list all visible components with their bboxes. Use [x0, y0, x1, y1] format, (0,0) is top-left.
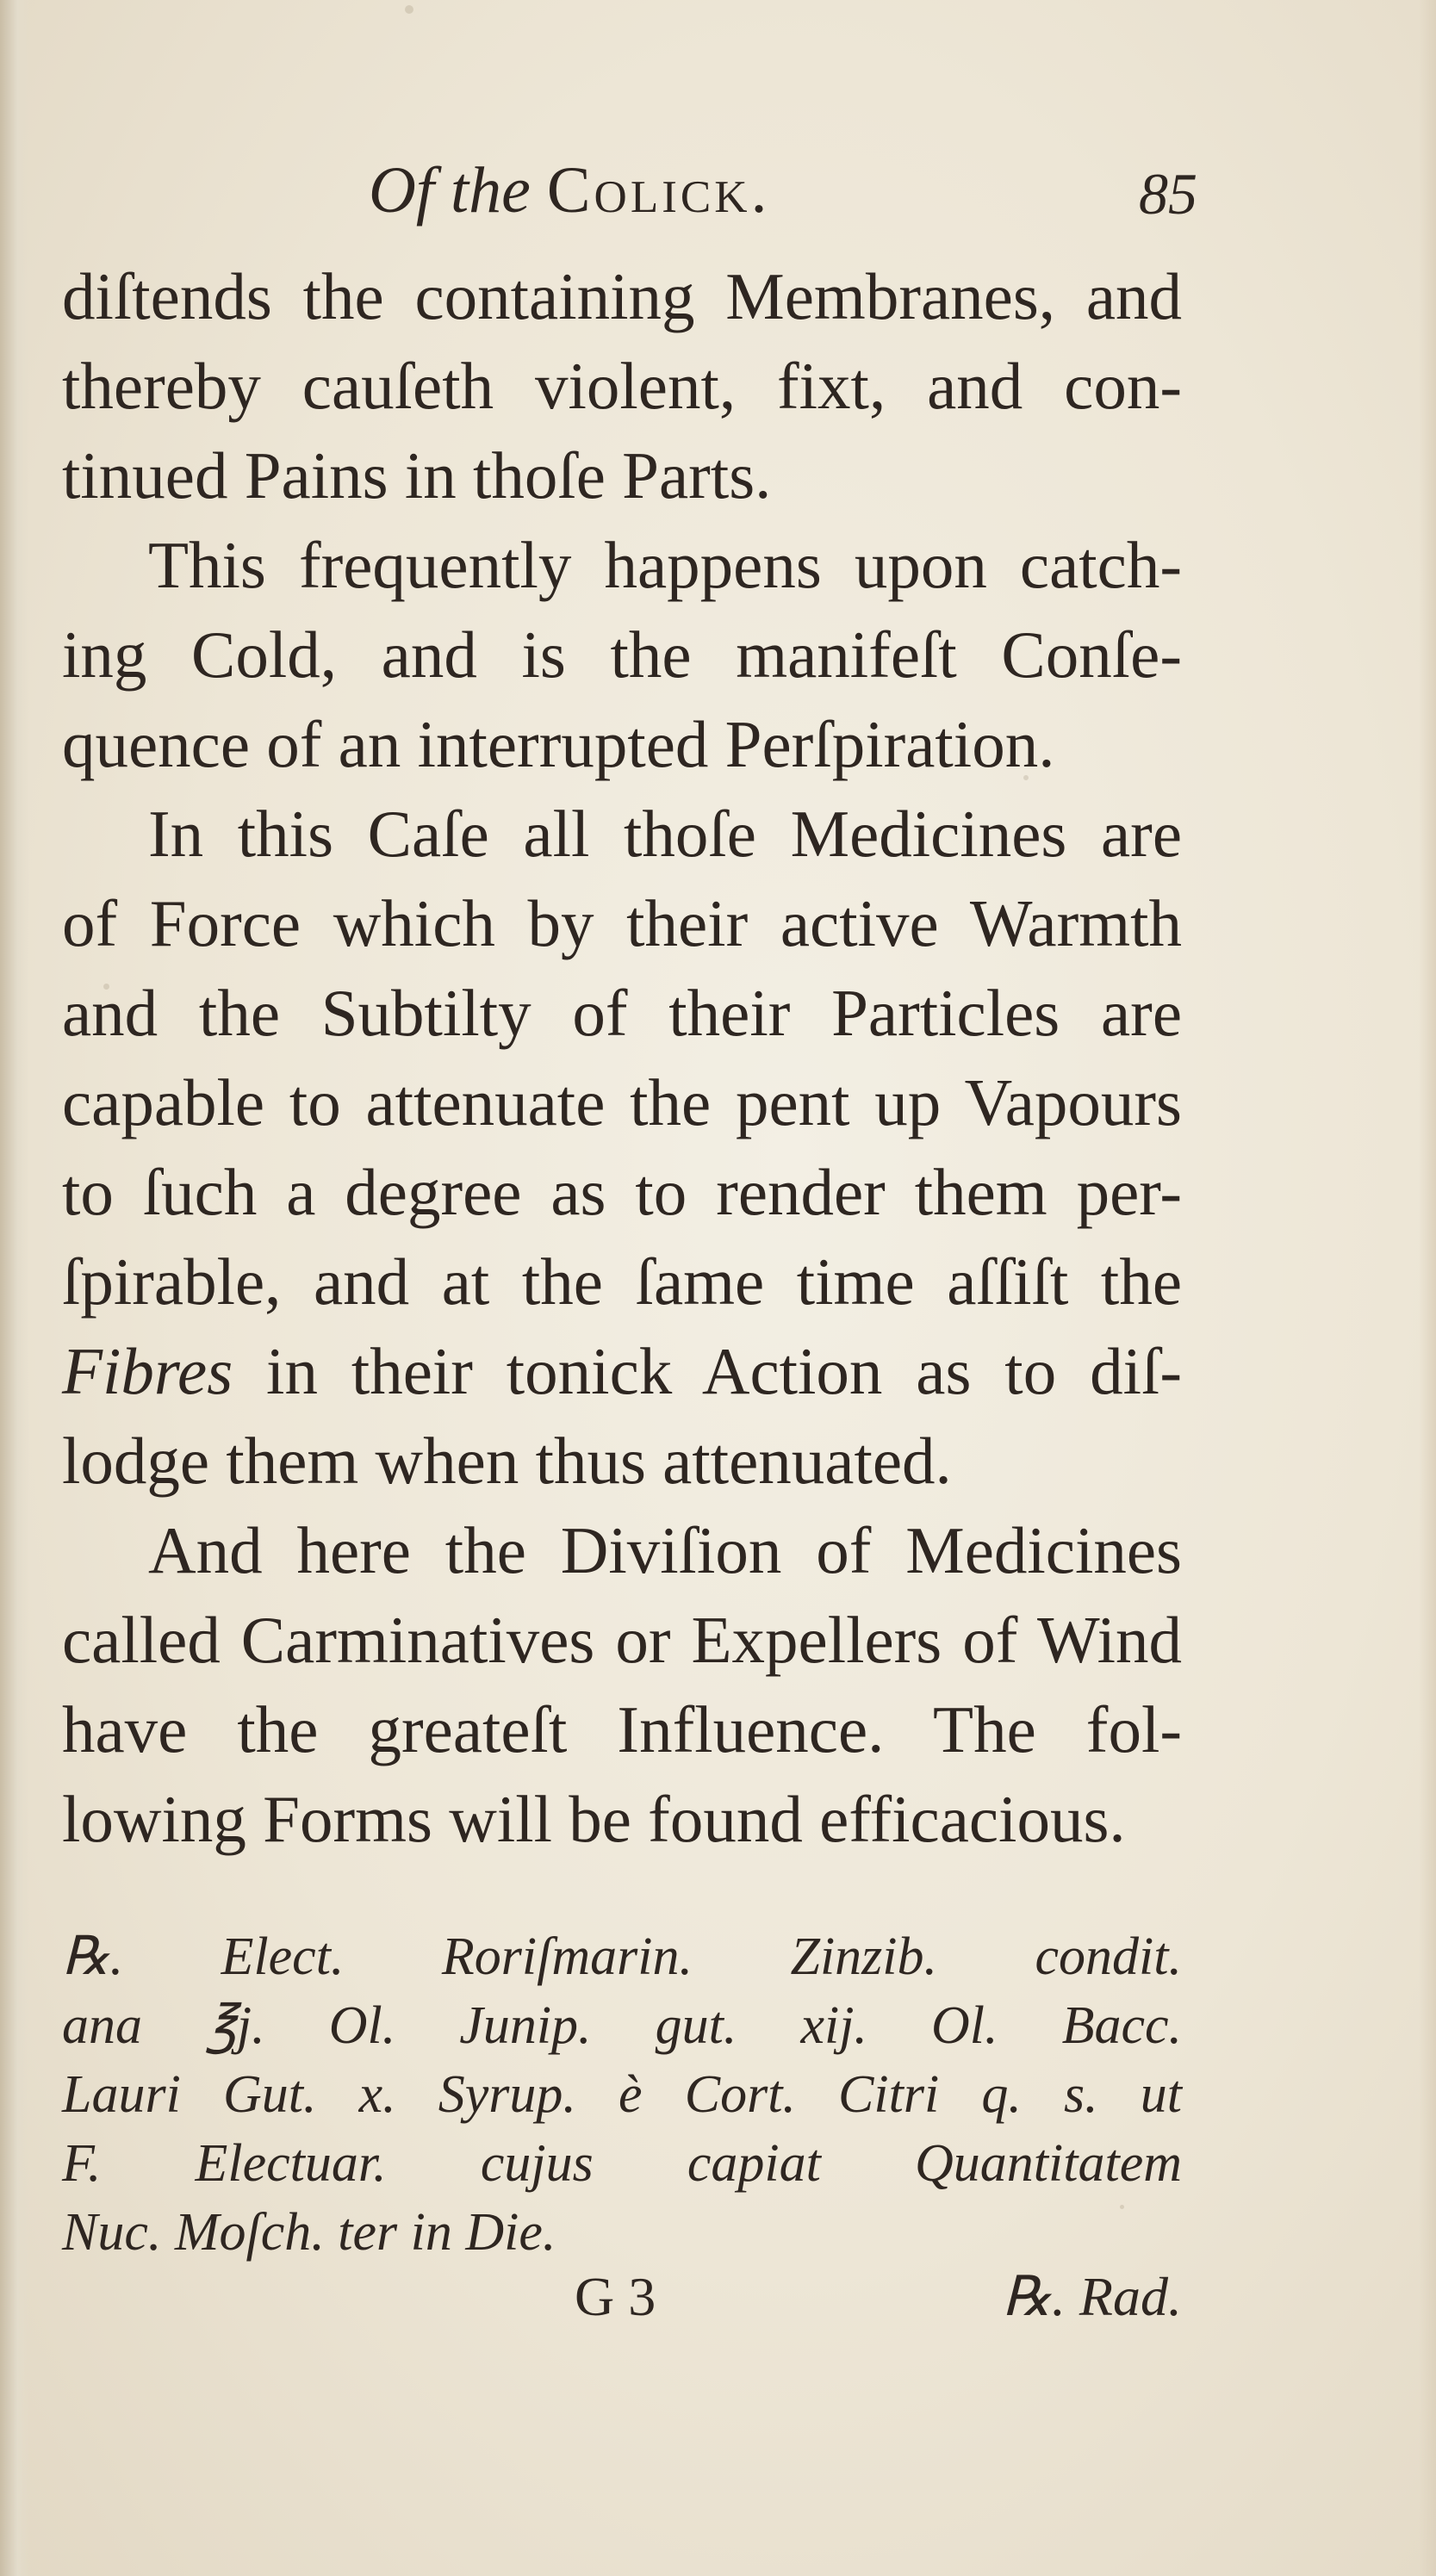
recipe-block	[62, 1922, 1182, 2267]
text-line: lodge them when thus attenuated.	[62, 1424, 952, 1498]
recipe-line: ℞. Elect. Roriſmarin. Zinzib. condit.	[62, 1927, 1182, 1986]
foxing-spot	[405, 5, 413, 14]
body-text	[62, 251, 1182, 1864]
text-line: And here the Diviſion of Medicines	[148, 1513, 1182, 1587]
italic-word: Fibres	[62, 1334, 233, 1408]
recipe-line: F. Electuar. cujus capiat Quantitatem	[62, 2134, 1182, 2193]
text-line: of Force which by their active Warmth	[62, 886, 1182, 960]
signature-mark: G 3	[575, 2266, 656, 2327]
recipe-line: Lauri Gut. x. Syrup. è Cort. Citri q. s. ut	[62, 2065, 1182, 2124]
running-head-main: Colick.	[546, 154, 771, 227]
text-line-fibres: Fibres in their tonick Action as to diſ-	[62, 1334, 1182, 1408]
catchword: ℞. Rad.	[1002, 2266, 1182, 2327]
text-line: and the Subtilty of their Particles are	[62, 976, 1182, 1050]
page-number: 85	[1139, 161, 1197, 227]
text-line: This frequently happens upon catch-	[148, 528, 1182, 602]
running-head	[60, 153, 1197, 231]
running-head-title	[369, 153, 770, 228]
text-line: tinued Pains in thoſe Parts.	[62, 438, 772, 512]
text-line: thereby cauſeth violent, fixt, and con-	[62, 349, 1182, 423]
text-line: quence of an interrupted Perſpiration.	[62, 707, 1055, 781]
footer-line	[62, 2265, 1182, 2334]
text-line: ing Cold, and is the manifeſt Conſe-	[62, 618, 1182, 692]
text-line: In this Caſe all thoſe Medicines are	[148, 797, 1182, 871]
text-line: capable to attenuate the pent up Vapours	[62, 1065, 1182, 1139]
running-head-prefix: Of the	[369, 154, 531, 227]
text-line: to ſuch a degree as to render them per-	[62, 1155, 1182, 1229]
page-edge-shadow	[1419, 0, 1436, 2576]
text-line: diſtends the containing Membranes, and	[62, 259, 1182, 333]
recipe-line: Nuc. Moſch. ter in Die.	[62, 2203, 556, 2262]
text-line: ſpirable, and at the ſame time aſſiſt the	[62, 1245, 1182, 1319]
text-line: have the greateſt Influence. The fol-	[62, 1692, 1182, 1766]
text-line: lowing Forms will be found efficacious.	[62, 1782, 1126, 1856]
spine-shadow	[0, 0, 29, 2576]
text-line: called Carminatives or Expellers of Wind	[62, 1603, 1182, 1677]
recipe-line: ana ℥j. Ol. Junip. gut. xij. Ol. Bacc.	[62, 1996, 1182, 2055]
